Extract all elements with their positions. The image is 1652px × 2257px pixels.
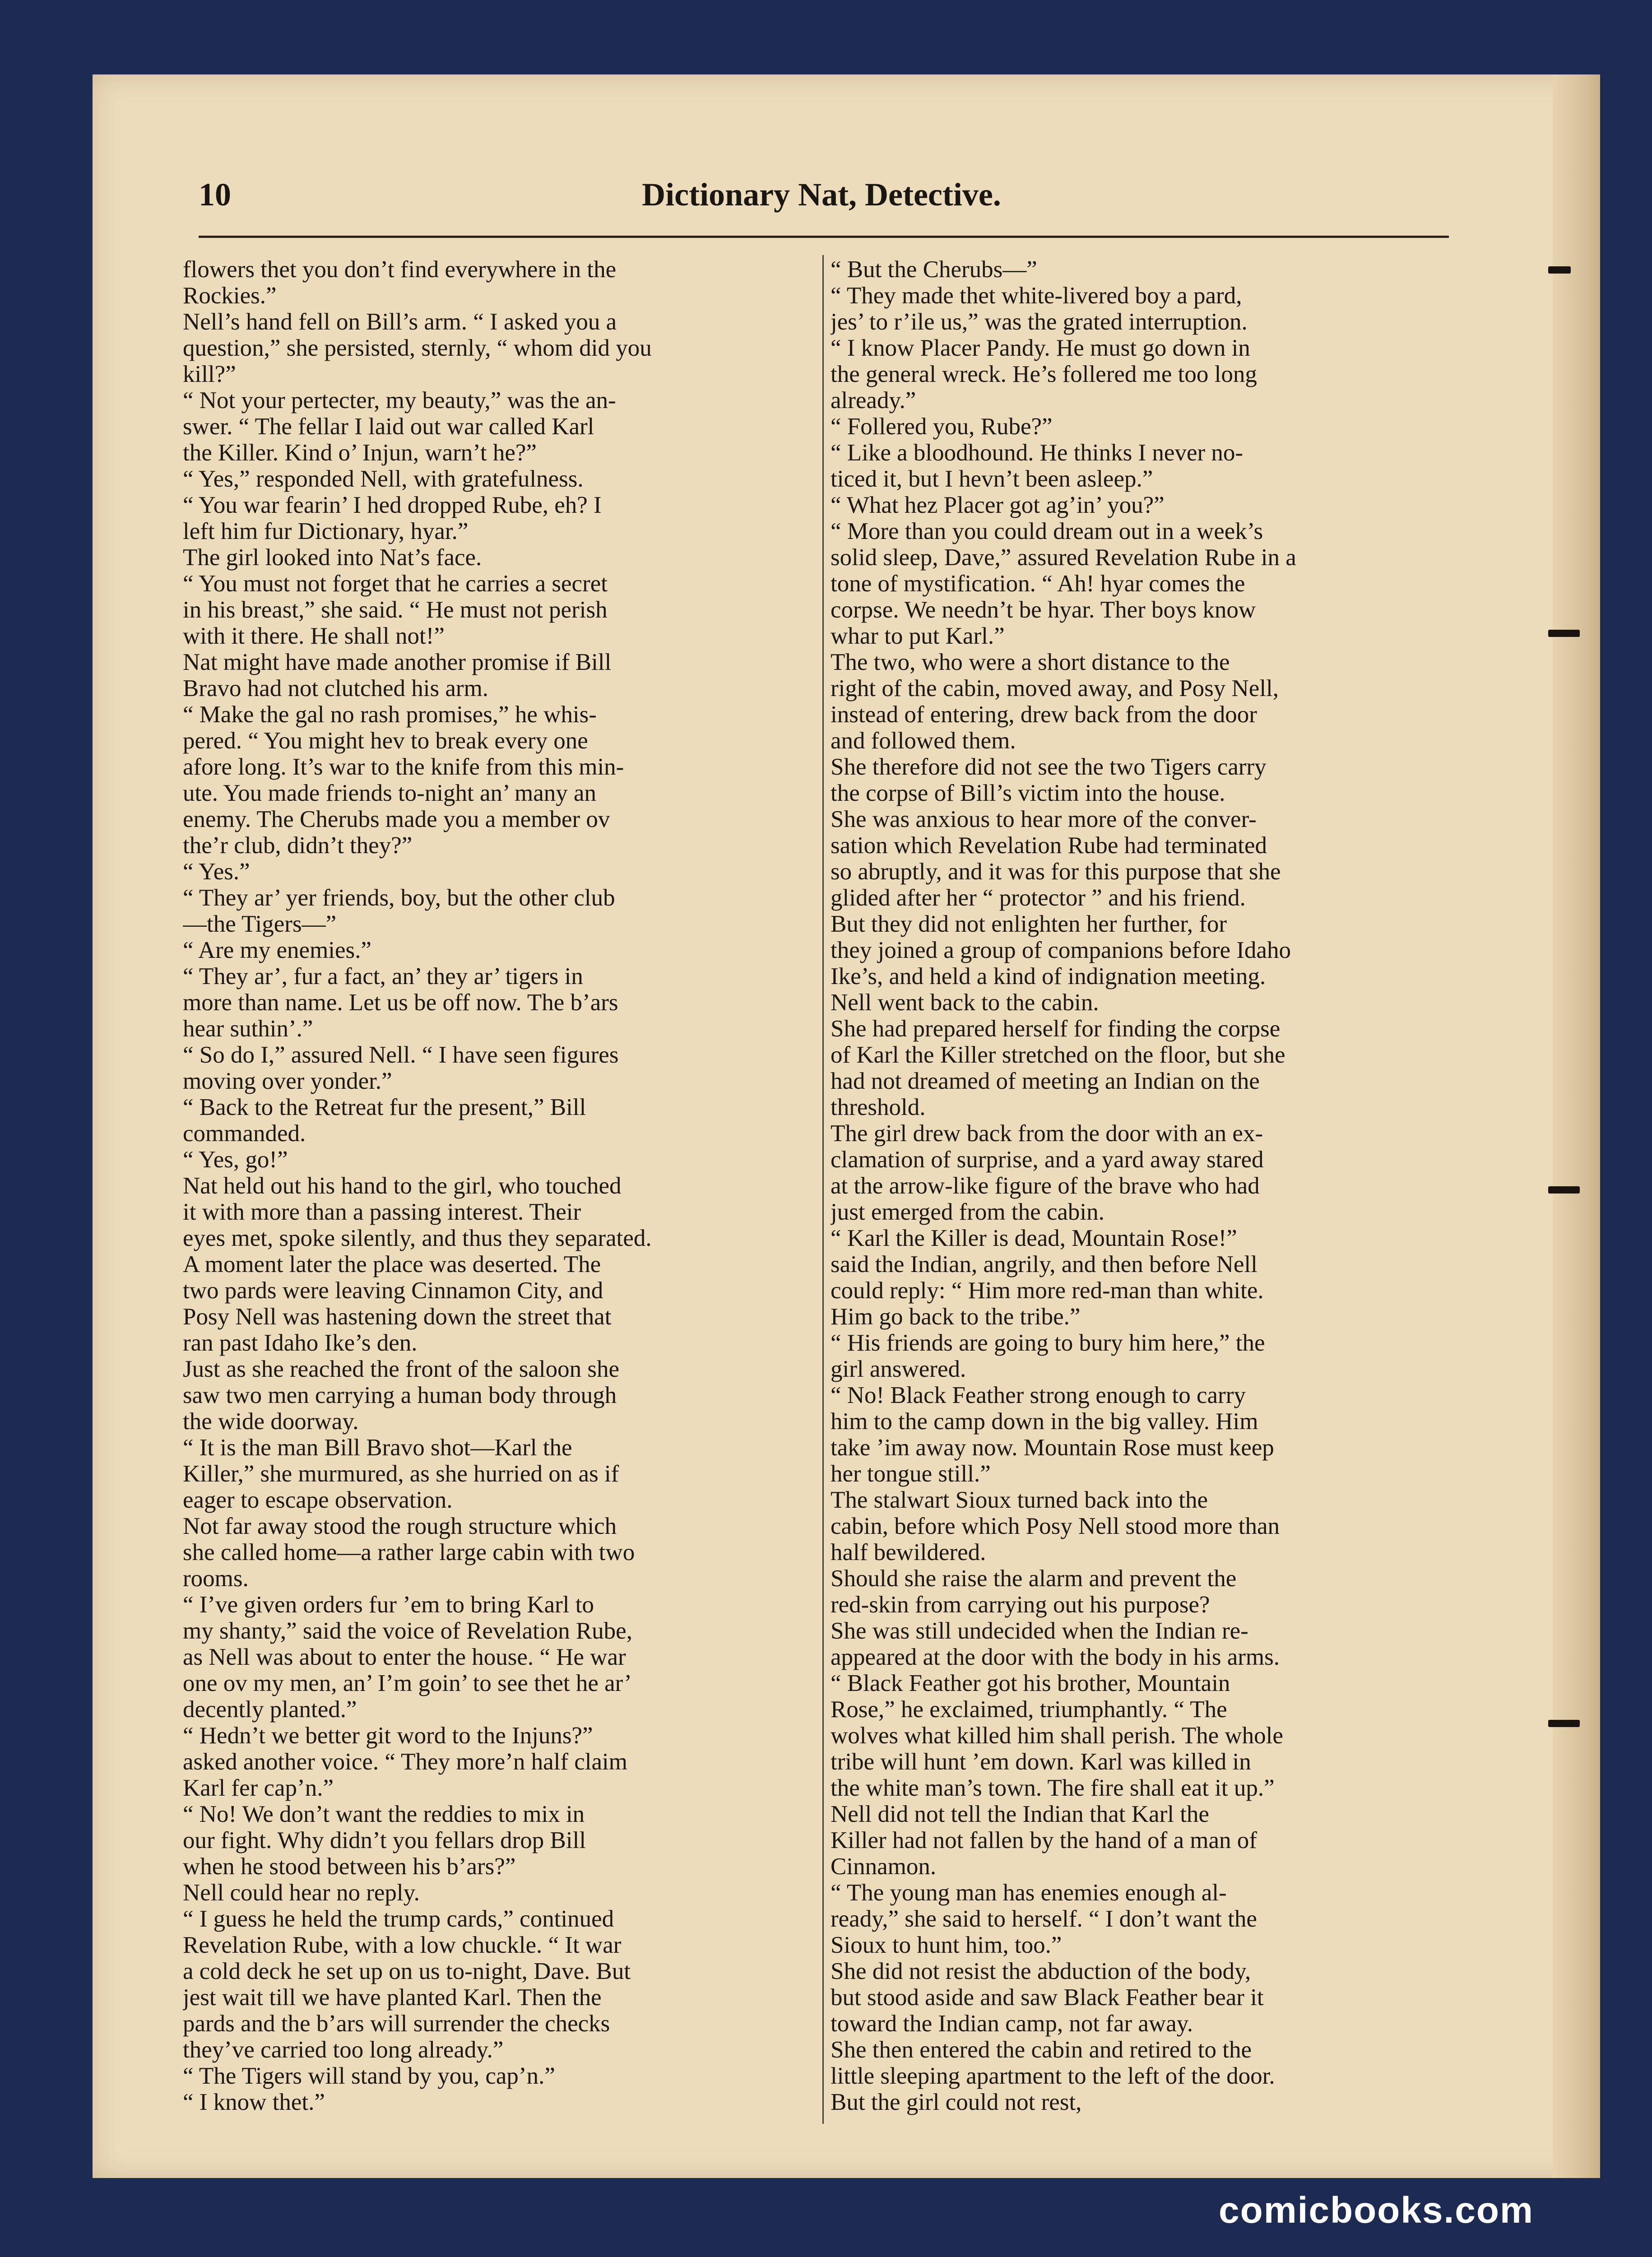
text-line: a cold deck he set up on us to-night, Dave. But (183, 1958, 631, 1984)
text-line: whar to put Karl.” (831, 623, 1005, 649)
text-line: her tongue still.” (831, 1461, 991, 1487)
text-line: toward the Indian camp, not far away. (831, 2011, 1193, 2037)
text-line: ran past Idaho Ike’s den. (183, 1330, 418, 1356)
text-line: one ov my men, an’ I’m goin’ to see thet he ar’ (183, 1670, 632, 1696)
text-line: girl answered. (831, 1356, 966, 1382)
text-line: enemy. The Cherubs made you a member ov (183, 806, 610, 832)
text-line: could reply: “ Him more red-man than white. (831, 1277, 1264, 1304)
text-line: at the arrow-like figure of the brave who had (831, 1173, 1260, 1199)
text-line: Just as she reached the front of the saloon she (183, 1356, 619, 1382)
text-line: Killer had not fallen by the hand of a man of (831, 1827, 1257, 1853)
text-line: already.” (831, 387, 916, 413)
text-line: A moment later the place was deserted. The (183, 1251, 601, 1277)
text-line: Posy Nell was hastening down the street that (183, 1304, 612, 1330)
text-line: “ But the Cherubs—” (831, 256, 1037, 283)
text-line: cabin, before which Posy Nell stood more than (831, 1513, 1280, 1539)
text-line: instead of entering, drew back from the door (831, 701, 1257, 728)
text-line: take ’im away now. Mountain Rose must keep (831, 1435, 1274, 1461)
text-line: as Nell was about to enter the house. “ He war (183, 1644, 626, 1670)
text-line: but stood aside and saw Black Feather bear it (831, 1984, 1264, 2011)
text-line: “ Like a bloodhound. He thinks I never no- (831, 440, 1244, 466)
text-line: “ Back to the Retreat fur the present,” Bill (183, 1094, 586, 1120)
binding-staple (1548, 1186, 1580, 1194)
text-line: she called home—a rather large cabin with two (183, 1539, 635, 1565)
text-line: She was anxious to hear more of the conver- (831, 806, 1257, 832)
text-line: The stalwart Sioux turned back into the (831, 1487, 1208, 1513)
text-line: it with more than a passing interest. Their (183, 1199, 581, 1225)
text-line: saw two men carrying a human body through (183, 1382, 617, 1408)
text-line: “ They ar’ yer friends, boy, but the other club (183, 885, 615, 911)
text-line: “ They made thet white-livered boy a pard, (831, 283, 1242, 309)
text-line: “ Yes, go!” (183, 1147, 288, 1173)
text-line: “ No! Black Feather strong enough to carry (831, 1382, 1246, 1408)
text-line: Bravo had not clutched his arm. (183, 675, 489, 701)
text-line: Not far away stood the rough structure which (183, 1513, 617, 1539)
text-line: ready,” she said to herself. “ I don’t want the (831, 1906, 1257, 1932)
text-line: “ I know Placer Pandy. He must go down in (831, 335, 1250, 361)
text-line: when he stood between his b’ars?” (183, 1853, 516, 1880)
text-line: “ Are my enemies.” (183, 937, 371, 963)
text-line: Nell’s hand fell on Bill’s arm. “ I asked you a (183, 309, 617, 335)
text-line: sation which Revelation Rube had terminated (831, 832, 1267, 859)
page-header (199, 176, 1444, 221)
text-line: “ Not your pertecter, my beauty,” was the an- (183, 387, 616, 413)
page-number: 10 (199, 176, 231, 213)
text-line: tone of mystification. “ Ah! hyar comes the (831, 571, 1245, 597)
text-line: Nat might have made another promise if Bill (183, 649, 612, 675)
text-line: appeared at the door with the body in his arms. (831, 1644, 1280, 1670)
text-line: moving over yonder.” (183, 1068, 392, 1094)
text-line: “ The young man has enemies enough al- (831, 1880, 1227, 1906)
text-line: pards and the b’ars will surrender the checks (183, 2011, 610, 2037)
text-line: “ Yes,” responded Nell, with gratefulness. (183, 466, 584, 492)
text-line: two pards were leaving Cinnamon City, and (183, 1277, 603, 1304)
binding-staple (1548, 1720, 1580, 1727)
text-line: had not dreamed of meeting an Indian on the (831, 1068, 1260, 1094)
text-line: with it there. He shall not!” (183, 623, 445, 649)
text-line: “ Make the gal no rash promises,” he whis- (183, 701, 597, 728)
text-line: She had prepared herself for finding the corpse (831, 1016, 1281, 1042)
text-line: rooms. (183, 1565, 249, 1592)
text-line: Rockies.” (183, 283, 277, 309)
text-line: “ Black Feather got his brother, Mountain (831, 1670, 1230, 1696)
text-line: kill?” (183, 361, 236, 387)
text-line: “ They ar’, fur a fact, an’ they ar’ tigers in (183, 963, 583, 989)
text-line: the Killer. Kind o’ Injun, warn’t he?” (183, 440, 537, 466)
text-line: they’ve carried too long already.” (183, 2037, 504, 2063)
page-gutter (1553, 74, 1600, 2178)
text-line: Nell did not tell the Indian that Karl the (831, 1801, 1209, 1827)
text-line: swer. “ The fellar I laid out war called Karl (183, 413, 594, 440)
text-line: “ More than you could dream out in a week’s (831, 518, 1263, 544)
text-line: “ The Tigers will stand by you, cap’n.” (183, 2063, 555, 2089)
watermark: comicbooks.com (1219, 2190, 1534, 2231)
text-line: Him go back to the tribe.” (831, 1304, 1081, 1330)
text-line: afore long. It’s war to the knife from this min- (183, 754, 624, 780)
text-line: Karl fer cap’n.” (183, 1775, 334, 1801)
text-line: Cinnamon. (831, 1853, 937, 1880)
text-line: Killer,” she murmured, as she hurried on as if (183, 1461, 619, 1487)
text-line: solid sleep, Dave,” assured Revelation Rube in a (831, 544, 1296, 571)
text-line: Revelation Rube, with a low chuckle. “ It war (183, 1932, 622, 1958)
text-line: —the Tigers—” (183, 911, 337, 937)
text-line: She did not resist the abduction of the body, (831, 1958, 1251, 1984)
text-line: clamation of surprise, and a yard away stared (831, 1147, 1264, 1173)
text-line: “ You war fearin’ I hed dropped Rube, eh? I (183, 492, 602, 518)
text-line: “ No! We don’t want the reddies to mix in (183, 1801, 585, 1827)
text-line: flowers thet you don’t find everywhere in the (183, 256, 617, 283)
text-line: Rose,” he exclaimed, triumphantly. “ The (831, 1696, 1227, 1723)
text-line: “ Hedn’t we better git word to the Injuns?” (183, 1723, 593, 1749)
text-line: him to the camp down in the big valley. Him (831, 1408, 1258, 1435)
text-line: Nell could hear no reply. (183, 1880, 420, 1906)
text-line: pered. “ You might hev to break every one (183, 728, 588, 754)
text-line: of Karl the Killer stretched on the floor, but she (831, 1042, 1285, 1068)
text-line: asked another voice. “ They more’n half claim (183, 1749, 628, 1775)
text-line: and followed them. (831, 728, 1016, 754)
text-line: Nat held out his hand to the girl, who touched (183, 1173, 622, 1199)
text-line: half bewildered. (831, 1539, 986, 1565)
text-line: decently planted.” (183, 1696, 357, 1723)
text-line: The girl drew back from the door with an ex- (831, 1120, 1263, 1147)
text-line: “ What hez Placer got ag’in’ you?” (831, 492, 1165, 518)
text-line: jest wait till we have planted Karl. Then the (183, 1984, 602, 2011)
text-line: ute. You made friends to-night an’ many an (183, 780, 597, 806)
text-line: my shanty,” said the voice of Revelation Rube, (183, 1618, 632, 1644)
text-line: “ It is the man Bill Bravo shot—Karl the (183, 1435, 572, 1461)
text-line: said the Indian, angrily, and then before Nell (831, 1251, 1258, 1277)
text-line: “ I know thet.” (183, 2089, 325, 2115)
text-line: left him fur Dictionary, hyar.” (183, 518, 469, 544)
text-line: Should she raise the alarm and prevent the (831, 1565, 1237, 1592)
right-column (831, 256, 1449, 2115)
left-column (183, 256, 801, 2115)
text-line: so abruptly, and it was for this purpose that she (831, 859, 1281, 885)
text-line: But they did not enlighten her further, for (831, 911, 1227, 937)
text-line: eager to escape observation. (183, 1487, 453, 1513)
text-line: “ Karl the Killer is dead, Mountain Rose!” (831, 1225, 1237, 1251)
text-line: She then entered the cabin and retired to the (831, 2037, 1252, 2063)
text-line: She therefore did not see the two Tigers carry (831, 754, 1267, 780)
text-line: our fight. Why didn’t you fellars drop Bill (183, 1827, 586, 1853)
text-line: threshold. (831, 1094, 926, 1120)
text-line: “ His friends are going to bury him here,” the (831, 1330, 1265, 1356)
text-line: the white man’s town. The fire shall eat it up.” (831, 1775, 1275, 1801)
text-line: they joined a group of companions before Idaho (831, 937, 1291, 963)
text-line: “ Yes.” (183, 859, 250, 885)
text-line: Nell went back to the cabin. (831, 989, 1099, 1016)
text-line: “ You must not forget that he carries a secret (183, 571, 608, 597)
text-line: jes’ to r’ile us,” was the grated interruption. (831, 309, 1248, 335)
text-line: tribe will hunt ’em down. Karl was killed in (831, 1749, 1251, 1775)
text-line: more than name. Let us be off now. The b’ars (183, 989, 618, 1016)
text-line: commanded. (183, 1120, 306, 1147)
text-line: “ Follered you, Rube?” (831, 413, 1053, 440)
text-line: She was still undecided when the Indian re- (831, 1618, 1248, 1644)
text-line: wolves what killed him shall perish. The whole (831, 1723, 1283, 1749)
text-line: just emerged from the cabin. (831, 1199, 1104, 1225)
text-line: the wide doorway. (183, 1408, 359, 1435)
text-line: Sioux to hunt him, too.” (831, 1932, 1062, 1958)
text-line: But the girl could not rest, (831, 2089, 1082, 2115)
binding-staple (1548, 630, 1580, 637)
text-line: glided after her “ protector ” and his friend. (831, 885, 1246, 911)
text-line: red-skin from carrying out his purpose? (831, 1592, 1210, 1618)
running-title: Dictionary Nat, Detective. (642, 176, 1001, 213)
text-line: question,” she persisted, sternly, “ whom did you (183, 335, 652, 361)
text-line: Ike’s, and held a kind of indignation meeting. (831, 963, 1266, 989)
text-line: the’r club, didn’t they?” (183, 832, 413, 859)
text-line: “ I’ve given orders fur ’em to bring Karl to (183, 1592, 594, 1618)
text-line: right of the cabin, moved away, and Posy Nell, (831, 675, 1279, 701)
text-line: “ I guess he held the trump cards,” continued (183, 1906, 614, 1932)
text-line: corpse. We needn’t be hyar. Ther boys know (831, 597, 1256, 623)
text-line: hear suthin’.” (183, 1016, 313, 1042)
text-line: The two, who were a short distance to the (831, 649, 1230, 675)
text-line: ticed it, but I hevn’t been asleep.” (831, 466, 1153, 492)
text-line: The girl looked into Nat’s face. (183, 544, 482, 571)
text-line: the general wreck. He’s follered me too long (831, 361, 1257, 387)
text-line: the corpse of Bill’s victim into the house. (831, 780, 1225, 806)
text-line: eyes met, spoke silently, and thus they separated. (183, 1225, 652, 1251)
text-line: in his breast,” she said. “ He must not perish (183, 597, 608, 623)
binding-staple (1548, 266, 1571, 274)
header-rule (199, 236, 1449, 238)
text-line: little sleeping apartment to the left of the door. (831, 2063, 1275, 2089)
column-divider (822, 255, 824, 2124)
text-line: “ So do I,” assured Nell. “ I have seen figures (183, 1042, 619, 1068)
